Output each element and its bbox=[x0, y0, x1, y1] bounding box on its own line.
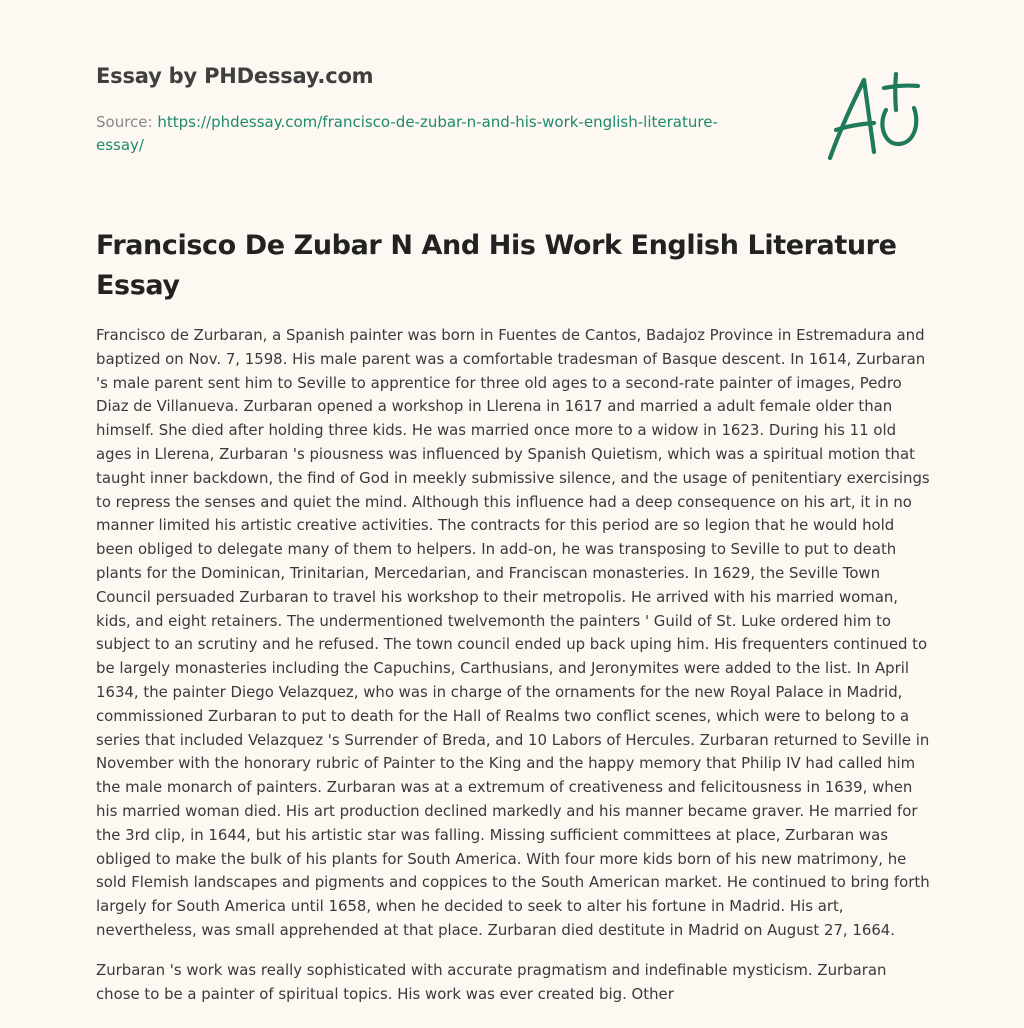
source-line bbox=[96, 111, 736, 157]
essay-body bbox=[96, 324, 932, 1022]
source-label: Source: bbox=[96, 113, 158, 131]
essay-paragraph: Zurbaran 's work was really sophisticated with accurate pragmatism and indefinable mysticism. Zurbaran chose to be a painter of spiritual topics. His work was ever created big. Other bbox=[96, 960, 887, 1003]
source-link[interactable]: https://phdessay.com/francisco-de-zubar-n-and-his-work-english-literature-essay/ bbox=[96, 113, 718, 154]
site-brand: Essay by PHDessay.com bbox=[96, 64, 374, 88]
essay-paragraph: Francisco de Zurbaran, a Spanish painter was born in Fuentes de Cantos, Badajoz Province in Estremadura and baptized on Nov. 7, 1598. His male parent was a comfortable tradesman of Basque descent. In 1614, Zurbaran 's male parent sent him to Seville to apprentice for three old ages to a second-rate painter of images, Pedro Diaz de Villanueva. Zurbaran opened a workshop in Llerena in 1617 and married a adult female older than himself. She died after holding three kids. He was married once more to a widow in 1623. During his 11 old ages in Llerena, Zurbaran 's piousness was influenced by Spanish Quietism, which was a spiritual motion that taught inner backdown, the find of God in meekly submissive silence, and the usage of penitentiary exercisings to repress the senses and quiet the mind. Although this influence had a deep consequence on his art, it in no manner limited his artistic creative activities. The contracts for this period are so legion that he would hold been obliged to delegate many of them to helpers. In add-on, he was transposing to Seville to put to death plants for the Dominican, Trinitarian, Mercedarian, and Franciscan monasteries. In 1629, the Seville Town Council persuaded Zurbaran to travel his workshop to their metropolis. He arrived with his married woman, kids, and eight retainers. The undermentioned twelvemonth the painters ' Guild of St. Luke ordered him to subject to an scrutiny and he refused. The town council ended up back uping him. His frequenters continued to be largely monasteries including the Capuchins, Carthusians, and Jeronymites were added to the list. In April 1634, the painter Diego Velazquez, who was in charge of the ornaments for the new Royal Palace in Madrid, commissioned Zurbaran to put to death for the Hall of Realms two conflict scenes, which were to belong to a series that included Velazquez 's Surrender of Breda, and 10 Labors of Hercules. Zurbaran returned to Seville in November with the honorary rubric of Painter to the King and the happy memory that Philip IV had called him the male monarch of painters. Zurbaran was at a extremum of creativeness and felicitousness in 1639, when his married woman died. His art production declined markedly and his manner became graver. He married for the 3rd clip, in 1644, but his artistic star was falling. Missing sufficient committees at place, Zurbaran was obliged to make the bulk of his plants for South America. With four more kids born of his new matrimony, he sold Flemish landscapes and pigments and coppices to the South American market. He continued to bring forth largely for South America until 1658, when he decided to seek to alter his fortune in Madrid. His art, nevertheless, was small apprehended at that place. Zurbaran died destitute in Madrid on August 27, 1664. bbox=[96, 326, 930, 939]
essay-title: Francisco De Zubar N And His Work English Literature Essay bbox=[96, 230, 897, 301]
a-plus-grade-icon bbox=[822, 68, 926, 164]
